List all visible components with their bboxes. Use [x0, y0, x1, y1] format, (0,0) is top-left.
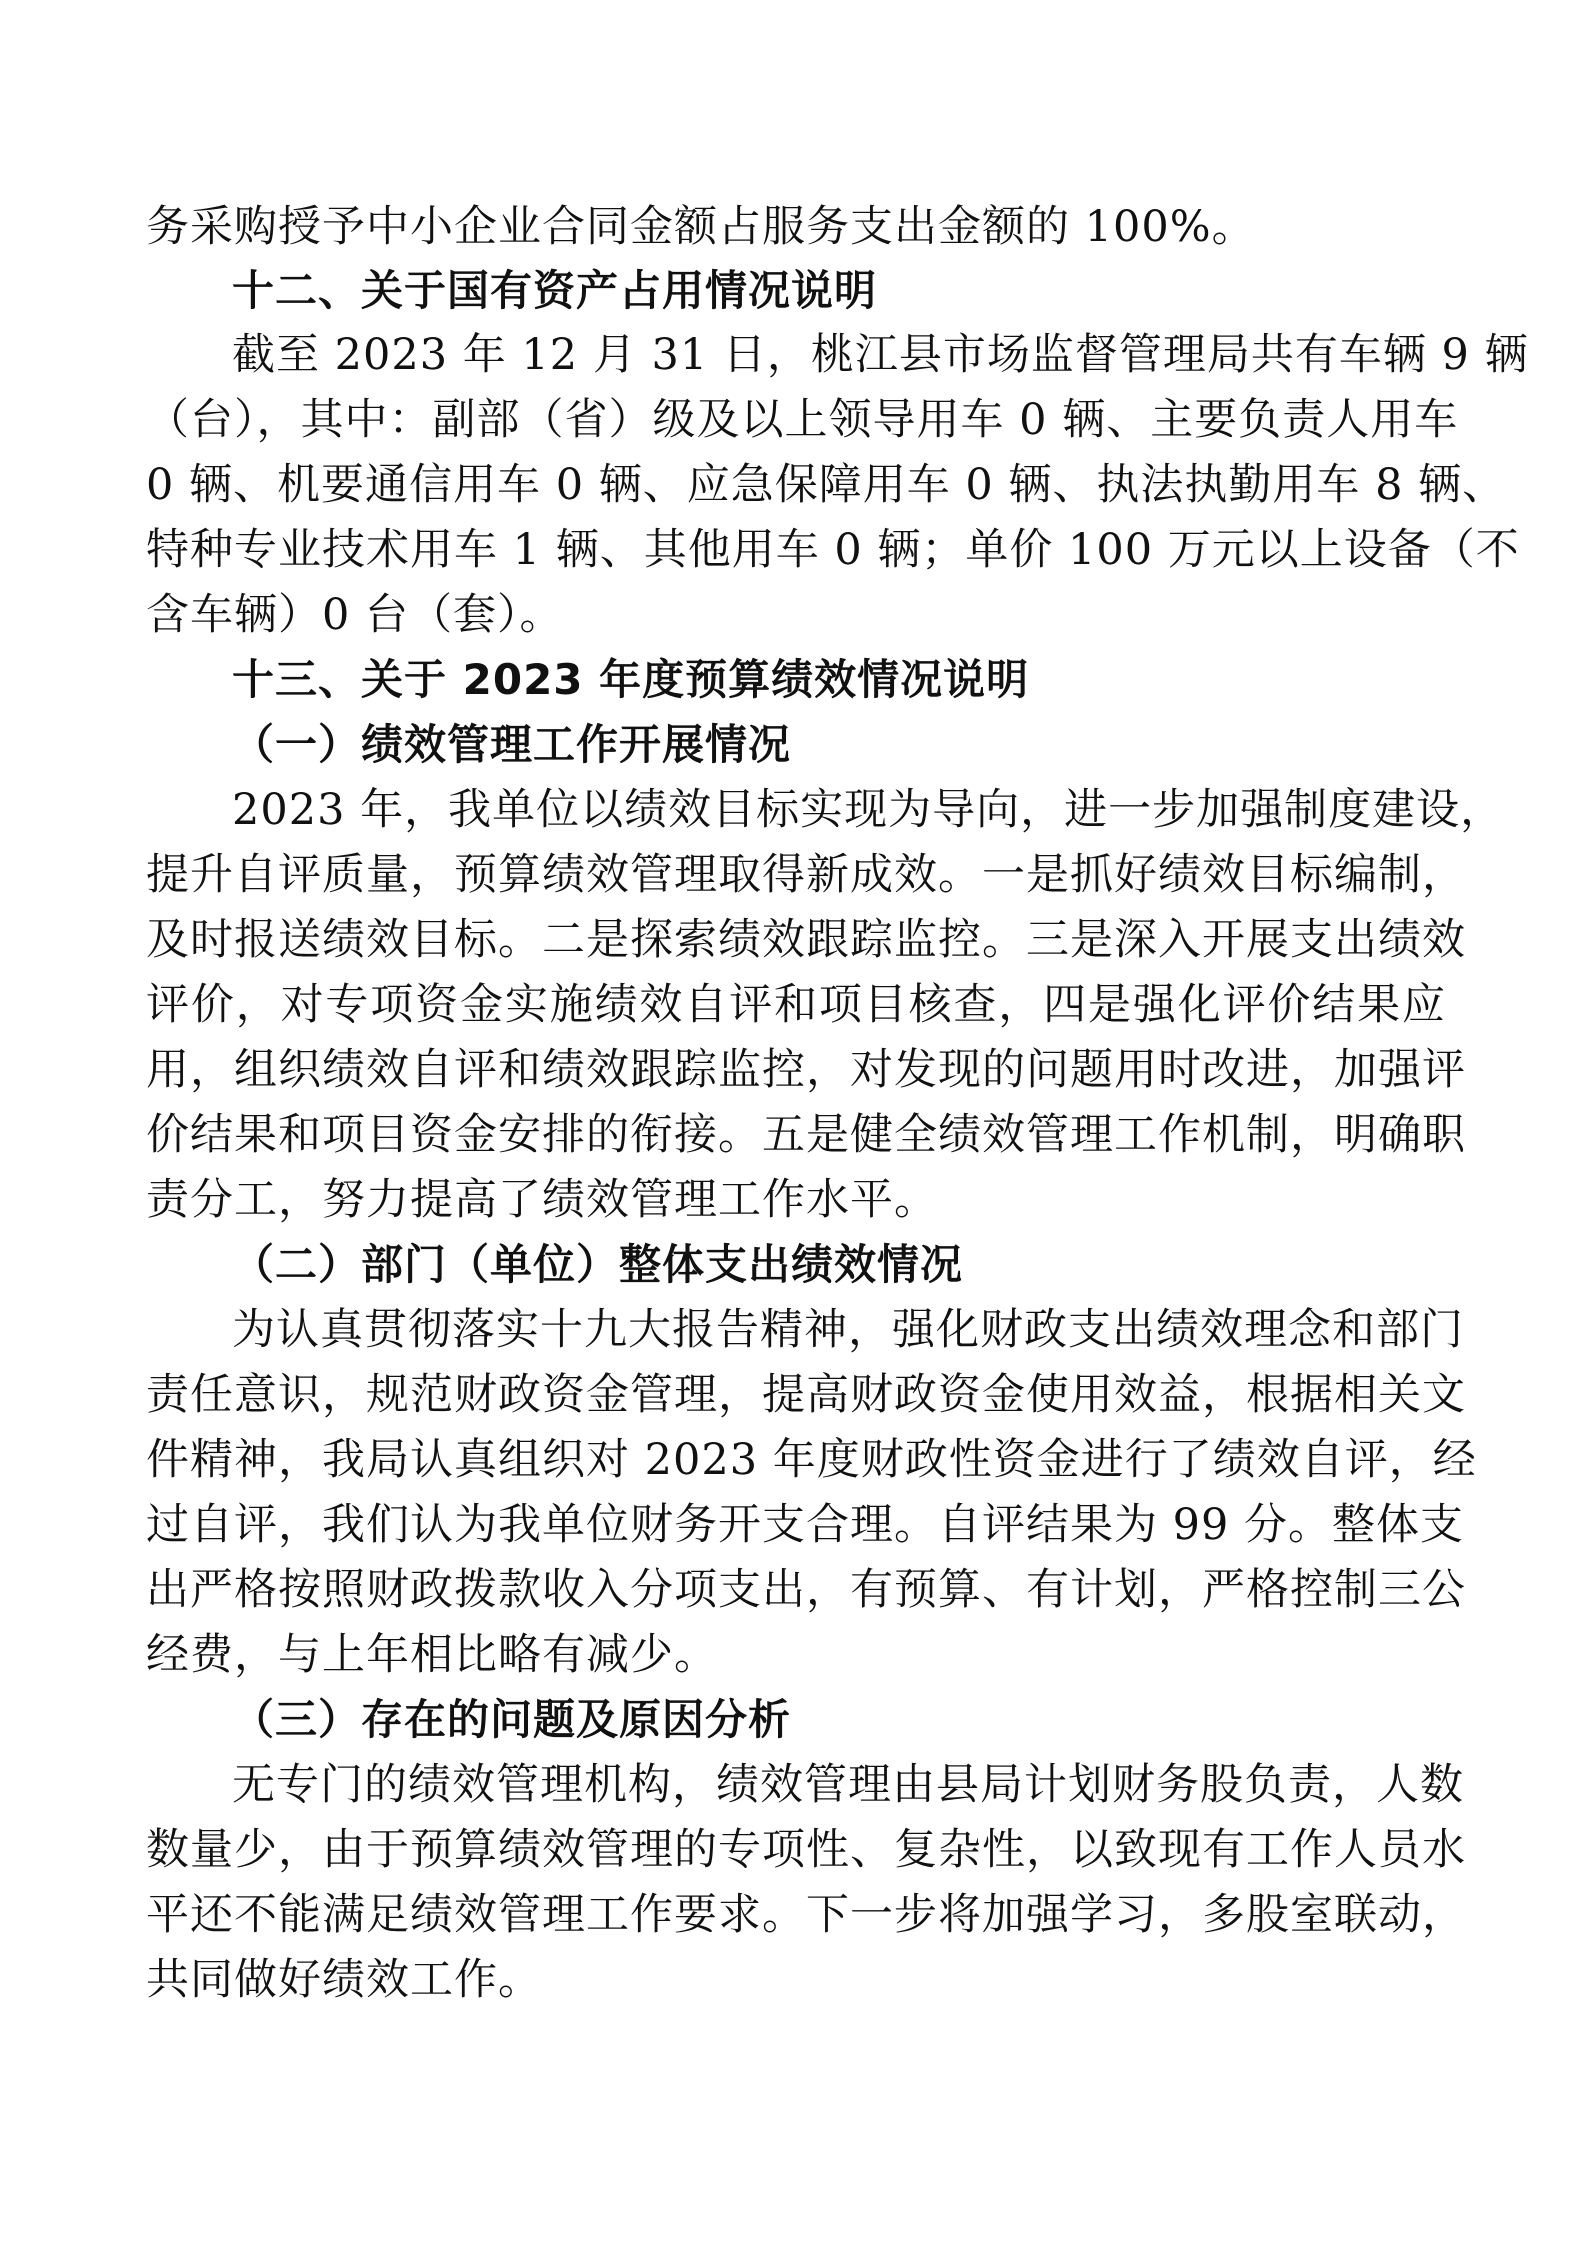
paragraph-line: 件精神，我局认真组织对 2023 年度财政性资金进行了绩效自评，经 — [146, 1435, 1477, 1485]
subsection-heading-3: （三）存在的问题及原因分析 — [232, 1695, 792, 1744]
paragraph-line: 用，组织绩效自评和绩效跟踪监控，对发现的问题用时改进，加强评 — [146, 1045, 1466, 1095]
paragraph-line: 0 辆、机要通信用车 0 辆、应急保障用车 0 辆、执法执勤用车 8 辆、 — [146, 460, 1507, 510]
subsection-heading-2: （二）部门（单位）整体支出绩效情况 — [232, 1240, 964, 1289]
paragraph-line: 过自评，我们认为我单位财务开支合理。自评结果为 99 分。整体支 — [146, 1500, 1465, 1550]
paragraph-line: 及时报送绩效目标。二是探索绩效跟踪监控。三是深入开展支出绩效 — [146, 915, 1466, 965]
paragraph-line: 截至 2023 年 12 月 31 日，桃江县市场监督管理局共有车辆 9 辆 — [232, 330, 1529, 380]
paragraph-line: 价结果和项目资金安排的衔接。五是健全绩效管理工作机制，明确职 — [146, 1110, 1466, 1160]
paragraph-line: 出严格按照财政拨款收入分项支出，有预算、有计划，严格控制三公 — [146, 1565, 1466, 1615]
paragraph-line: （台），其中：副部（省）级及以上领导用车 0 辆、主要负责人用车 — [146, 395, 1459, 445]
section-heading-13: 十三、关于 2023 年度预算绩效情况说明 — [232, 655, 1030, 704]
subsection-heading-1: （一）绩效管理工作开展情况 — [232, 720, 792, 769]
paragraph-line: 提升自评质量，预算绩效管理取得新成效。一是抓好绩效目标编制， — [146, 850, 1466, 900]
paragraph-line: 数量少，由于预算绩效管理的专项性、复杂性，以致现有工作人员水 — [146, 1825, 1466, 1875]
section-heading-12: 十二、关于国有资产占用情况说明 — [232, 266, 878, 315]
paragraph-line: 含车辆）0 台（套）。 — [146, 590, 564, 640]
paragraph-line: 平还不能满足绩效管理工作要求。下一步将加强学习，多股室联动， — [146, 1890, 1466, 1940]
paragraph-line: 责任意识，规范财政资金管理，提高财政资金使用效益，根据相关文 — [146, 1370, 1466, 1420]
paragraph-line: 经费，与上年相比略有减少。 — [146, 1630, 718, 1680]
paragraph-line: 2023 年，我单位以绩效目标实现为导向，进一步加强制度建设， — [232, 785, 1505, 835]
paragraph-line: 无专门的绩效管理机构，绩效管理由县局计划财务股负责，人数 — [232, 1760, 1464, 1810]
paragraph-line: 责分工，努力提高了绩效管理工作水平。 — [146, 1175, 938, 1225]
paragraph-line: 评价，对专项资金实施绩效自评和项目核查，四是强化评价结果应 — [146, 980, 1446, 1030]
paragraph-line: 特种专业技术用车 1 辆、其他用车 0 辆；单价 100 万元以上设备（不 — [146, 525, 1520, 575]
paragraph-line: 务采购授予中小企业合同金额占服务支出金额的 100%。 — [146, 202, 1256, 252]
paragraph-line: 共同做好绩效工作。 — [146, 1955, 542, 2005]
paragraph-line: 为认真贯彻落实十九大报告精神，强化财政支出绩效理念和部门 — [232, 1305, 1464, 1355]
